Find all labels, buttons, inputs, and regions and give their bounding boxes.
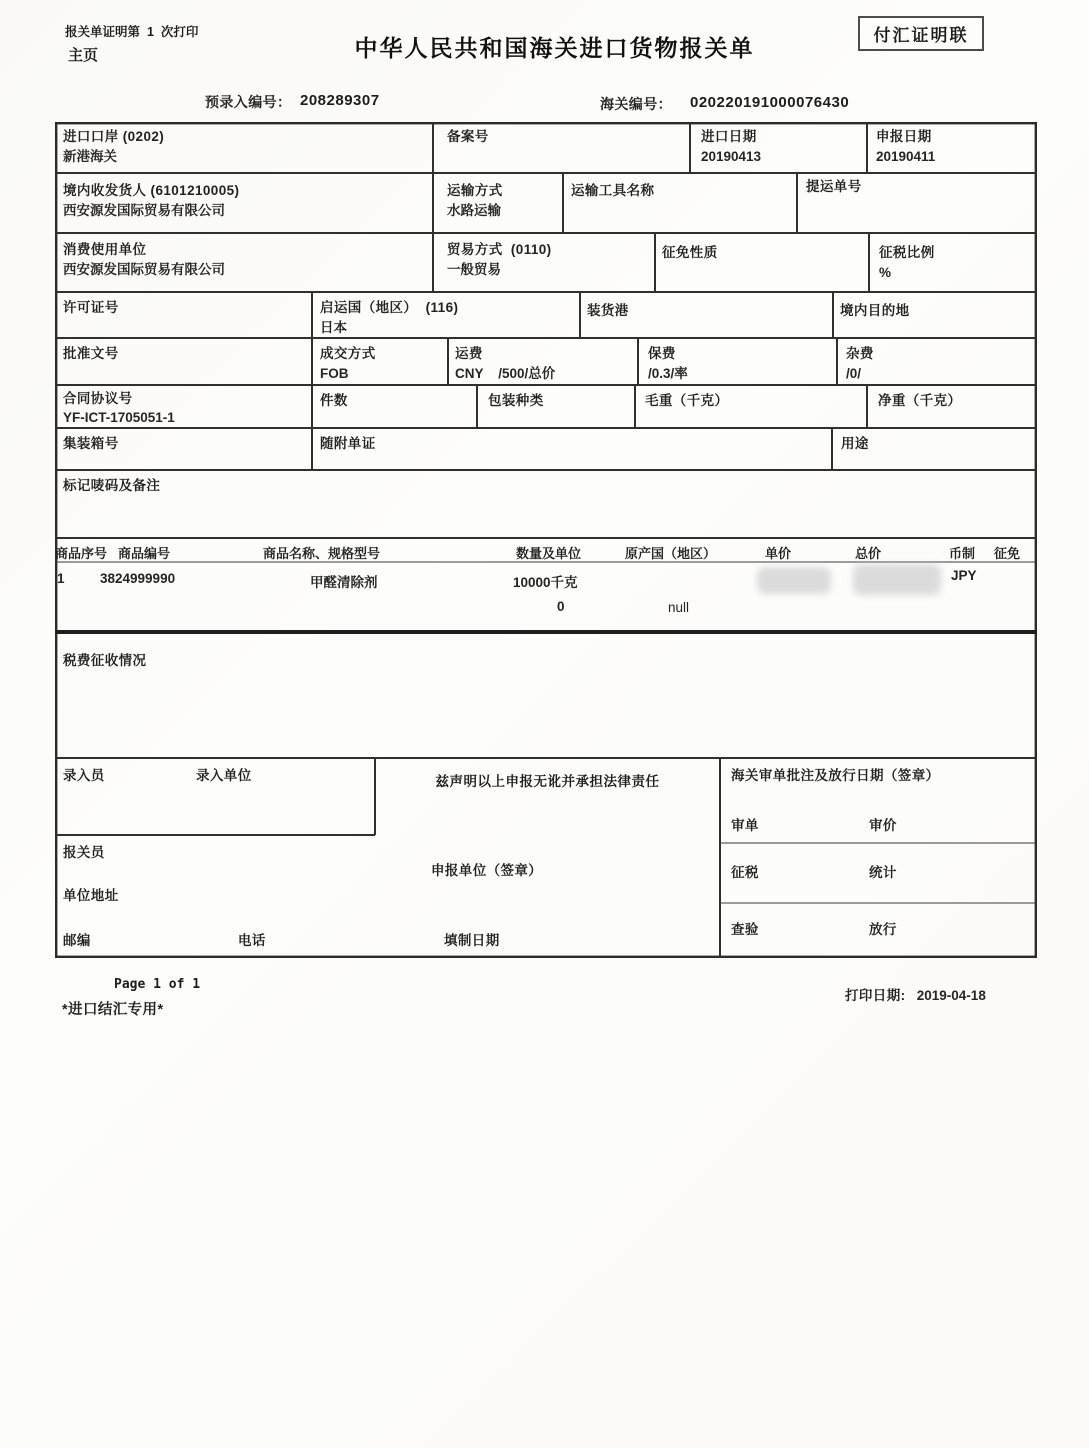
fill-date-label: 填制日期 [444,933,500,948]
field-transaction-terms-value: FOB [320,366,349,381]
goods-header-total-price: 总价 [855,546,882,561]
field-destination [840,301,910,321]
postcode-label: 邮编 [63,933,91,948]
field-consumer-unit [63,240,225,280]
redacted-unit-price [757,567,831,594]
field-transport-mode-label: 运输方式 [447,183,503,198]
field-packages [320,391,348,411]
field-pack-type [488,391,544,411]
goods-header-unit-price: 单价 [765,546,792,561]
field-contract-no-value: YF-ICT-1705051-1 [63,410,175,425]
statistics-label: 统计 [869,865,897,880]
release-label: 放行 [869,922,897,937]
field-transport-mode [447,181,503,221]
goods-header-qty: 数量及单位 [516,546,582,561]
field-pack-type-label: 包装种类 [488,393,544,408]
field-tax-levy [63,651,146,671]
field-trade-mode-value: 一般贸易 [447,262,501,277]
field-attached-documents-label: 随附单证 [320,436,376,451]
goods-header-seq: 商品序号 [55,546,108,561]
review-price-label: 审价 [869,818,897,833]
field-net-weight-label: 净重（千克） [878,393,962,408]
print-date-label: 打印日期: [845,988,906,1003]
field-import-port-label: 进口口岸 (0202) [63,129,165,144]
field-import-date-label: 进口日期 [701,129,757,144]
field-transaction-terms-label: 成交方式 [320,346,376,361]
redacted-total-price [853,564,941,595]
unit-address-label: 单位地址 [63,888,119,903]
field-exemption-nature [662,243,718,263]
customs-no-label: 海关编号： [600,96,672,112]
customs-endorsement-label: 海关审单批注及放行日期（签章） [731,768,940,783]
field-consignee [63,181,239,221]
field-usage [841,434,869,454]
copy-type-badge: 付汇证明联 [858,16,984,51]
print-count-note: 报关单证明第 1 次打印 [65,25,199,39]
field-import-date-value: 20190413 [701,149,762,164]
declaration-statement: 兹声明以上申报无讹并承担法律责任 [435,774,660,789]
levy-tax-label: 征税 [731,865,759,880]
field-loading-port-label: 装货港 [587,303,629,318]
field-gross-weight-label: 毛重（千克） [645,393,729,408]
goods-header-exemption: 征免 [994,546,1021,561]
pre-entry-no-value: 208289307 [300,92,380,109]
field-import-port-value: 新港海关 [63,149,117,164]
field-transaction-terms [320,344,376,384]
field-insurance-value: /0.3/率 [648,366,688,381]
field-approval-no-label: 批准文号 [63,346,119,361]
field-misc-fees-label: 杂费 [846,346,874,361]
goods-row-currency: JPY [951,568,977,583]
goods-header-currency: 币制 [949,546,976,561]
field-trade-mode-label: 贸易方式 (0110) [447,242,552,257]
field-import-date [701,127,761,167]
goods-header-name: 商品名称、规格型号 [263,546,381,561]
field-attached-documents [320,434,376,454]
field-declare-date-value: 20190411 [876,149,936,164]
field-origin-country [320,298,458,338]
field-contract-no [63,389,175,427]
goods-row-qty-line2: 0 [557,599,565,614]
field-consumer-unit-label: 消费使用单位 [63,242,147,257]
goods-row-code: 3824999990 [100,571,176,586]
field-freight-label: 运费 [455,346,483,361]
field-tax-ratio [879,243,935,283]
field-origin-country-value: 日本 [320,320,347,335]
field-tax-ratio-value: % [879,265,892,280]
field-container-no [63,434,119,454]
page-indicator: Page 1 of 1 [114,977,201,992]
field-consumer-unit-value: 西安源发国际贸易有限公司 [63,262,225,277]
goods-row-qty: 10000千克 [513,575,578,590]
field-misc-fees-value: /0/ [846,366,862,381]
customs-no-value: 020220191000076430 [690,94,850,111]
field-consignee-label: 境内收发货人 (6101210005) [63,183,240,198]
field-vessel-name-label: 运输工具名称 [571,183,655,198]
goods-row-name: 甲醛清除剂 [310,575,378,590]
field-declare-date [876,127,935,167]
special-use-note: *进口结汇专用* [62,1002,164,1018]
pre-entry-no-label: 预录入编号： [205,94,292,110]
entry-unit-label: 录入单位 [196,768,252,783]
field-freight [455,344,555,384]
field-record-no-label: 备案号 [447,129,489,144]
field-consignee-value: 西安源发国际贸易有限公司 [63,203,225,218]
entry-clerk-label: 录入员 [63,768,105,783]
field-freight-value: CNY /500/总价 [455,366,556,381]
goods-header-code: 商品编号 [118,546,171,561]
field-import-port [63,127,164,167]
goods-row-seq: 1 [57,571,65,586]
field-bill-no-label: 提运单号 [806,179,862,194]
print-date [845,986,986,1006]
field-vessel-name [571,181,654,201]
field-license-no-label: 许可证号 [63,300,119,315]
field-destination-label: 境内目的地 [840,303,910,318]
field-origin-country-label: 启运国（地区） (116) [320,300,459,315]
field-trade-mode [447,240,552,280]
field-insurance [648,344,688,384]
field-tax-ratio-label: 征税比例 [879,245,935,260]
field-exemption-nature-label: 征免性质 [662,245,718,260]
field-usage-label: 用途 [841,436,869,451]
field-bill-no [806,177,862,197]
field-tax-levy-label: 税费征收情况 [63,653,147,668]
home-label: 主页 [68,47,99,64]
review-doc-label: 审单 [731,818,759,833]
goods-header-origin: 原产国（地区） [625,546,717,561]
field-marks-remarks [63,476,160,496]
field-marks-remarks-label: 标记唛码及备注 [63,478,161,493]
field-transport-mode-value: 水路运输 [447,203,501,218]
print-date-value: 2019-04-18 [916,988,986,1003]
field-record-no [447,127,489,147]
field-license-no [63,298,119,318]
field-misc-fees [846,344,874,384]
field-container-no-label: 集装箱号 [63,436,119,451]
field-declare-date-label: 申报日期 [876,129,932,144]
field-packages-label: 件数 [320,393,348,408]
declarant-label: 报关员 [63,845,105,860]
phone-label: 电话 [238,933,266,948]
field-contract-no-label: 合同协议号 [63,391,133,406]
goods-row-origin: null [668,600,690,615]
field-insurance-label: 保费 [648,346,676,361]
field-gross-weight [645,391,728,411]
declare-unit-label: 申报单位（签章） [431,863,543,878]
field-approval-no [63,344,119,364]
field-net-weight [878,391,961,411]
print-date-spacer [906,988,917,1003]
inspection-label: 查验 [731,922,759,937]
page-title: 中华人民共和国海关进口货物报关单 [354,35,755,61]
field-loading-port [587,301,629,321]
